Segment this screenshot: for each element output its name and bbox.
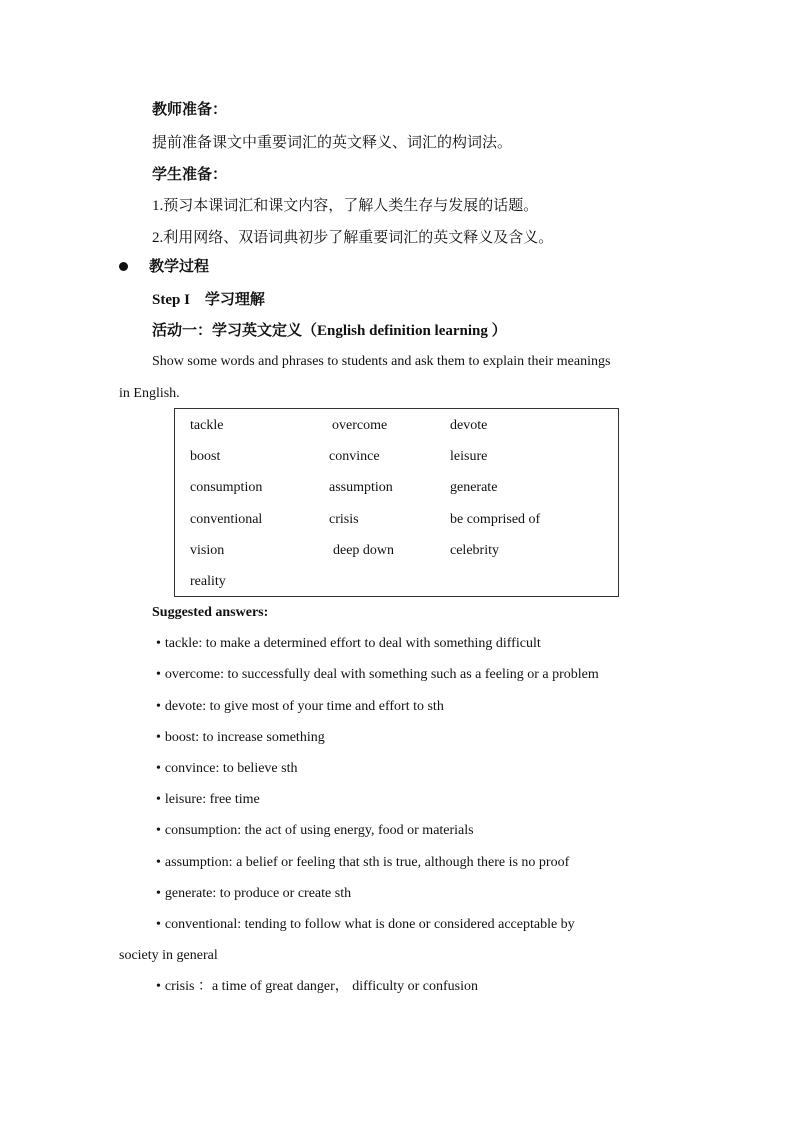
answer-item (156, 915, 575, 935)
answer-text: generate: to produce or create sth (164, 886, 352, 901)
instruction-line-1: Show some words and phrases to students and ask them to explain their meanings (152, 354, 611, 369)
vocab-word: overcome (332, 418, 388, 433)
answer-item (156, 853, 569, 873)
answer-item (156, 821, 474, 841)
answer-item (156, 759, 297, 779)
bullet-icon: • (156, 636, 161, 651)
process-heading: 教学过程 (149, 259, 210, 275)
bullet-icon: • (156, 730, 161, 745)
bullet-icon: • (156, 823, 161, 838)
vocabulary-box (174, 408, 619, 597)
vocab-word: deep down (333, 543, 395, 558)
bullet-icon: • (156, 886, 161, 901)
bullet-icon: • (156, 917, 161, 932)
vocab-word: leisure (450, 449, 488, 464)
answer-text: leisure: free time (164, 792, 260, 807)
bullet-icon: • (156, 855, 161, 870)
vocab-word: reality (190, 574, 226, 589)
answer-item (156, 884, 351, 904)
vocab-word: consumption (190, 480, 263, 495)
answer-text: crisis ：a time of great danger， difficulty or confusion (164, 979, 479, 994)
vocab-word: vision (190, 543, 225, 558)
answer-item (156, 977, 478, 997)
vocab-word: conventional (190, 512, 263, 527)
bullet-icon: • (156, 761, 161, 776)
bullet-icon (119, 262, 128, 271)
vocab-word: generate (450, 480, 498, 495)
vocab-word: assumption (329, 480, 393, 495)
vocab-word: crisis (329, 512, 359, 527)
answer-item (156, 697, 444, 717)
answer-text: conventional: tending to follow what is done or considered acceptable by (164, 917, 575, 932)
instruction-line-2: in English. (119, 386, 180, 401)
vocab-word: boost (190, 449, 221, 464)
answer-text: convince: to believe sth (164, 761, 298, 776)
student-prep-item-2: 2.利用网络、双语词典初步了解重要词汇的英文释义及含义。 (152, 230, 554, 246)
answer-text: devote: to give most of your time and effort to sth (164, 699, 444, 714)
bullet-icon: • (156, 792, 161, 807)
vocab-word: convince (329, 449, 380, 464)
activity-heading: 活动一：学习英文定义（English definition learning ） (152, 323, 507, 339)
teacher-prep-text: 提前准备课文中重要词汇的英文释义、词汇的构词法。 (152, 135, 513, 151)
student-prep-heading: 学生准备： (152, 167, 228, 183)
answer-item (156, 728, 325, 748)
step-heading: Step I 学习理解 (152, 292, 265, 308)
teacher-prep-heading: 教师准备： (152, 102, 228, 118)
vocab-word: celebrity (450, 543, 499, 558)
answer-text: boost: to increase something (164, 730, 325, 745)
student-prep-item-1: 1.预习本课词汇和课文内容，了解人类生存与发展的话题。 (152, 198, 539, 214)
vocab-word: be comprised of (450, 512, 541, 527)
answer-text: overcome: to successfully deal with something such as a feeling or a problem (164, 667, 599, 682)
bullet-icon: • (156, 979, 161, 994)
bullet-icon: • (156, 699, 161, 714)
vocab-word: devote (450, 418, 488, 433)
answer-text: tackle: to make a determined effort to deal with something difficult (164, 636, 541, 651)
answer-continuation: society in general (119, 948, 218, 963)
answer-text: assumption: a belief or feeling that sth is true, although there is no proof (164, 855, 570, 870)
answers-heading: Suggested answers: (152, 605, 269, 620)
answer-item (156, 665, 599, 685)
answer-item (156, 634, 541, 654)
bullet-icon: • (156, 667, 161, 682)
answer-item (156, 790, 260, 810)
vocab-word: tackle (190, 418, 224, 433)
answer-text: consumption: the act of using energy, food or materials (164, 823, 474, 838)
